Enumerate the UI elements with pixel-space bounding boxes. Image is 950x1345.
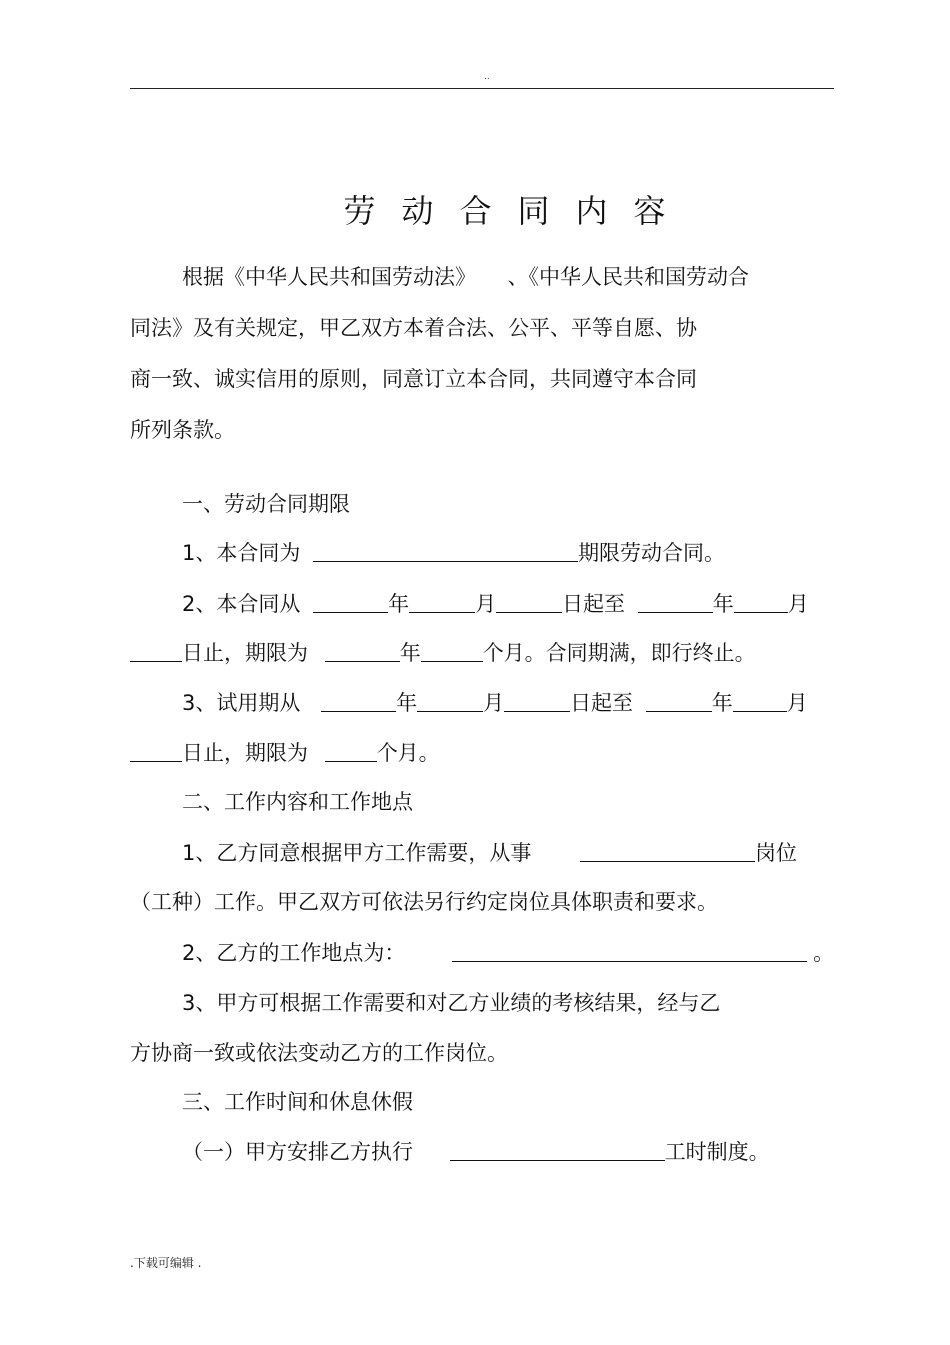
- probation-start-year-blank[interactable]: [321, 691, 396, 712]
- s2-i2-end: 。: [813, 941, 835, 965]
- term-year-blank[interactable]: [325, 641, 400, 662]
- start-day-blank[interactable]: [496, 592, 562, 613]
- s1-i3-until: 日止，期限为: [182, 741, 308, 765]
- probation-end-year-blank[interactable]: [646, 691, 712, 712]
- s3-i1-suffix: 工时制度。: [664, 1140, 770, 1164]
- start-year-blank[interactable]: [313, 592, 388, 613]
- s1-i1-label: 1、本合同为: [182, 541, 301, 565]
- s1-i3-end: 个月。: [376, 741, 440, 765]
- s1-i3-label: 3、试用期从: [182, 691, 301, 715]
- section-1-item-3-cont: [130, 738, 440, 768]
- section-1-heading: 一、劳动合同期限: [182, 492, 350, 516]
- footer-note: .下载可编辑 .: [130, 1256, 202, 1270]
- section-2-item-1-cont: （工种）工作。甲乙双方可依法另行约定岗位具体职责和要求。: [130, 890, 718, 914]
- section-1-item-2: [182, 589, 809, 619]
- s2-i1-label: 1、乙方同意根据甲方工作需要，从事: [182, 841, 532, 865]
- start-month-blank[interactable]: [409, 592, 475, 613]
- s1-i3-month2: 月: [786, 691, 808, 715]
- probation-start-month-blank[interactable]: [417, 691, 483, 712]
- contract-type-blank[interactable]: [313, 541, 578, 562]
- s1-i2-end: 个月。合同期满，即行终止。: [482, 641, 756, 665]
- s1-i3-from: 日起至: [570, 691, 634, 715]
- s2-i1-suffix: 岗位: [755, 841, 798, 865]
- probation-end-month-blank[interactable]: [733, 691, 787, 712]
- section-2-item-1: [182, 838, 797, 868]
- header-mark: ..: [484, 72, 490, 82]
- page-title: 劳动合同内容: [343, 192, 692, 230]
- s1-i1-suffix: 期限劳动合同。: [578, 541, 726, 565]
- s1-i2-month2: 月: [787, 592, 809, 616]
- s1-i2-year2: 年: [712, 592, 734, 616]
- section-2-item-3-cont: 方协商一致或依法变动乙方的工作岗位。: [130, 1041, 508, 1065]
- section-2-item-3: 3、甲方可根据工作需要和对乙方业绩的考核结果，经与乙: [182, 991, 721, 1015]
- s1-i2-year: 年: [388, 592, 410, 616]
- intro-line-1: [182, 262, 749, 292]
- probation-end-day-blank[interactable]: [130, 741, 182, 762]
- header-rule: [130, 88, 834, 89]
- section-1-item-2-cont: [130, 638, 756, 668]
- s2-i2-label: 2、乙方的工作地点为：: [182, 941, 406, 965]
- position-blank[interactable]: [580, 841, 755, 862]
- working-hours-system-blank[interactable]: [450, 1140, 665, 1161]
- intro-line-2: 同法》及有关规定，甲乙双方本着合法、公平、平等自愿、协: [130, 316, 697, 340]
- intro-line-4: 所列条款。: [130, 418, 235, 442]
- section-1-item-3: [182, 688, 808, 718]
- intro-line-3: 商一致、诚实信用的原则，同意订立本合同，共同遵守本合同: [130, 367, 697, 391]
- term-month-blank[interactable]: [421, 641, 483, 662]
- intro-line-1b: 、《中华人民共和国劳动合: [507, 265, 749, 289]
- probation-start-day-blank[interactable]: [504, 691, 570, 712]
- s3-i1-label: （一）甲方安排乙方执行: [182, 1140, 413, 1164]
- s1-i2-until: 日止，期限为: [182, 641, 308, 665]
- s1-i3-month: 月: [483, 691, 505, 715]
- s1-i2-month: 月: [475, 592, 497, 616]
- s1-i3-year: 年: [396, 691, 418, 715]
- probation-months-blank[interactable]: [325, 741, 377, 762]
- s1-i2-label: 2、本合同从: [182, 592, 301, 616]
- s1-i2-year3: 年: [399, 641, 421, 665]
- end-year-blank[interactable]: [638, 592, 713, 613]
- section-3-heading: 三、工作时间和休息休假: [182, 1090, 413, 1114]
- section-2-item-2: [182, 938, 834, 968]
- section-3-item-1: [182, 1137, 770, 1167]
- work-location-blank[interactable]: [452, 941, 807, 962]
- end-month-blank[interactable]: [734, 592, 788, 613]
- end-day-blank[interactable]: [130, 641, 182, 662]
- s1-i3-year2: 年: [711, 691, 733, 715]
- section-1-item-1: [182, 538, 725, 568]
- s1-i2-from: 日起至: [562, 592, 626, 616]
- section-2-heading: 二、工作内容和工作地点: [182, 790, 413, 814]
- intro-line-1a: 根据《中华人民共和国劳动法》: [182, 265, 466, 289]
